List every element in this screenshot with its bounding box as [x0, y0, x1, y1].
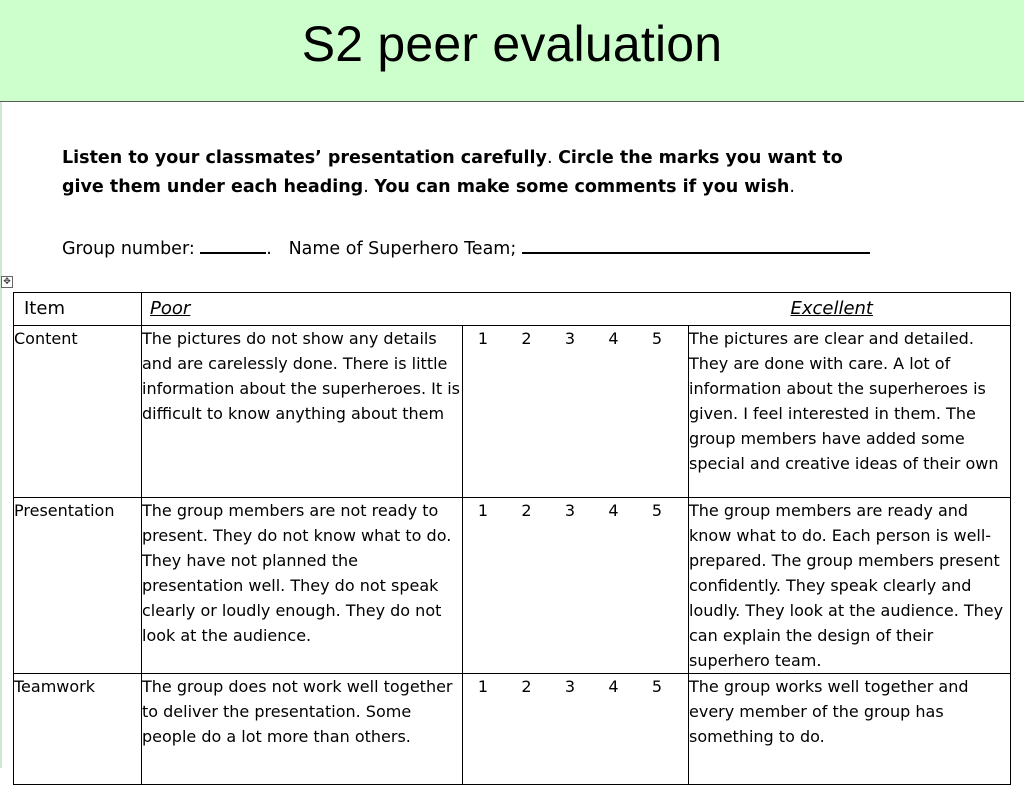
instruction-comments: You can make some comments if you wish: [374, 177, 790, 197]
mark-4[interactable]: 4: [608, 677, 619, 696]
instructions-line-2: [62, 173, 942, 202]
group-info-line: [62, 234, 962, 262]
instruction-give: give them under each heading: [62, 177, 364, 197]
header-excellent: Excellent: [790, 298, 873, 319]
left-border: [0, 102, 2, 768]
group-number-label: Group number:: [62, 239, 201, 259]
mark-2[interactable]: 2: [521, 677, 532, 696]
mark-1[interactable]: 1: [477, 329, 489, 348]
instruction-end: .: [789, 177, 795, 197]
excellent-description: The group works well together and every member of the group has something to do.: [689, 674, 1011, 785]
marks-cell: [463, 498, 689, 674]
mark-3[interactable]: 3: [564, 677, 576, 696]
poor-description: The group does not work well together to deliver the presentation. Some people do a lot more than others.: [142, 674, 463, 785]
table-row: [14, 326, 1011, 498]
instruction-circle: Circle the marks you want to: [558, 148, 843, 168]
header-scale: [142, 293, 1011, 326]
row-item-content: Content: [14, 326, 142, 498]
instructions: [62, 144, 942, 202]
header-item: Item: [14, 293, 142, 326]
mark-5[interactable]: 5: [651, 501, 663, 520]
group-number-end: .: [266, 239, 289, 259]
excellent-description: The pictures are clear and detailed. They are done with care. A lot of information about the superheroes is given. I feel interested in them. The group members have added some special and creative ideas of their own: [689, 326, 1011, 498]
mark-3[interactable]: 3: [564, 329, 576, 348]
mark-4[interactable]: 4: [608, 329, 619, 348]
mark-4[interactable]: 4: [608, 501, 619, 520]
mark-5[interactable]: 5: [651, 329, 663, 348]
instruction-separator-2: .: [363, 177, 375, 197]
mark-1[interactable]: 1: [477, 501, 489, 520]
poor-description: The pictures do not show any details and are carelessly done. There is little information about the superheroes. It is difficult to know anything about them: [142, 326, 463, 498]
mark-1[interactable]: 1: [477, 677, 489, 696]
evaluation-table: [13, 292, 1011, 785]
marks-cell: [463, 326, 689, 498]
slide-title: S2 peer evaluation: [301, 15, 723, 72]
table-row: [14, 498, 1011, 674]
header-poor: Poor: [150, 298, 191, 319]
mark-5[interactable]: 5: [651, 677, 663, 696]
table-header-row: [14, 293, 1011, 326]
team-name-label: Name of Superhero Team;: [288, 239, 522, 259]
poor-description: The group members are not ready to present. They do not know what to do. They have not planned the presentation well. They do not speak clearly or loudly enough. They do not look at the audience.: [142, 498, 463, 674]
mark-2[interactable]: 2: [521, 501, 532, 520]
table-move-handle-icon[interactable]: ✥: [1, 276, 13, 288]
mark-3[interactable]: 3: [564, 501, 576, 520]
title-bar: [0, 0, 1024, 102]
instructions-line-1: [62, 144, 942, 173]
excellent-description: The group members are ready and know what to do. Each person is well-prepared. The group members present confidently. They speak clearly and loudly. They look at the audience. They can explain the design of their superhero team.: [689, 498, 1011, 674]
instruction-listen: Listen to your classmates’ presentation carefully: [62, 148, 547, 168]
row-item-teamwork: Teamwork: [14, 674, 142, 785]
row-item-presentation: Presentation: [14, 498, 142, 674]
mark-2[interactable]: 2: [521, 329, 532, 348]
team-name-field[interactable]: [522, 234, 870, 254]
group-number-field[interactable]: [200, 234, 266, 254]
instruction-separator-1: .: [546, 148, 559, 168]
